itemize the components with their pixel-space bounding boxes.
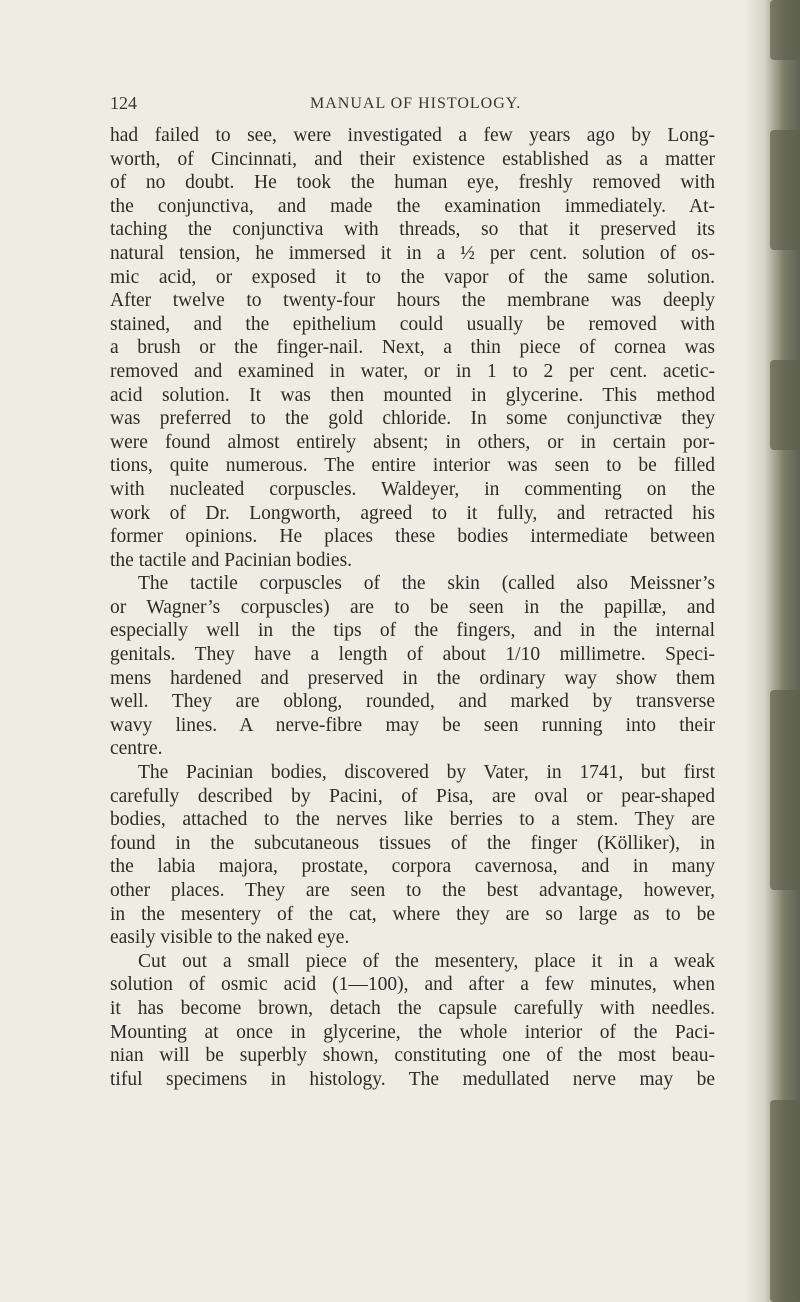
page-edge-stain bbox=[770, 0, 800, 60]
text-line: Mounting at once in glycerine, the whole interior of the Paci- bbox=[110, 1021, 715, 1043]
text-line: taching the conjunctiva with threads, so that it preserved its bbox=[110, 219, 715, 241]
page-edge-stain bbox=[770, 130, 800, 250]
text-line: carefully described by Pacini, of Pisa, are oval or pear-shaped bbox=[110, 785, 715, 807]
body-text bbox=[110, 124, 715, 1091]
text-line: After twelve to twenty-four hours the membrane was deeply bbox=[110, 290, 715, 312]
text-line: bodies, attached to the nerves like berries to a stem. They are bbox=[110, 809, 715, 831]
text-line: or Wagner’s corpuscles) are to be seen in the papillæ, and bbox=[110, 596, 715, 618]
text-line: former opinions. He places these bodies intermediate between bbox=[110, 526, 715, 548]
text-line: of no doubt. He took the human eye, freshly removed with bbox=[110, 172, 715, 194]
text-line: The Pacinian bodies, discovered by Vater, in 1741, but first bbox=[138, 762, 715, 784]
text-line: nian will be superbly shown, constituting one of the most beau- bbox=[110, 1045, 715, 1067]
text-line: a brush or the finger-nail. Next, a thin piece of cornea was bbox=[110, 337, 715, 359]
text-line: wavy lines. A nerve-fibre may be seen running into their bbox=[110, 714, 715, 736]
text-line: it has become brown, detach the capsule carefully with needles. bbox=[110, 997, 715, 1019]
text-line: had failed to see, were investigated a few years ago by Long- bbox=[110, 125, 715, 146]
text-line: centre. bbox=[110, 738, 163, 760]
text-line: found in the subcutaneous tissues of the finger (Kölliker), in bbox=[110, 832, 715, 854]
text-line: the conjunctiva, and made the examination immediately. At- bbox=[110, 195, 715, 217]
text-line: solution of osmic acid (1—100), and after a few minutes, when bbox=[110, 974, 715, 996]
text-line: The tactile corpuscles of the skin (called also Meissner’s bbox=[138, 573, 715, 595]
text-line: was preferred to the gold chloride. In some conjunctivæ they bbox=[110, 408, 715, 430]
text-line: with nucleated corpuscles. Waldeyer, in commenting on the bbox=[110, 478, 715, 500]
text-line: especially well in the tips of the fingers, and in the internal bbox=[110, 620, 715, 642]
text-line: the tactile and Pacinian bodies. bbox=[110, 549, 353, 571]
text-line: mens hardened and preserved in the ordinary way show them bbox=[110, 667, 715, 689]
page-header bbox=[110, 93, 700, 121]
page-number: 124 bbox=[110, 93, 137, 113]
page-edge-stain bbox=[770, 690, 800, 890]
text-line: easily visible to the naked eye. bbox=[110, 927, 350, 949]
running-head: MANUAL OF HISTOLOGY. bbox=[310, 95, 522, 112]
text-line: worth, of Cincinnati, and their existence established as a matter bbox=[110, 148, 715, 170]
text-line: tions, quite numerous. The entire interior was seen to be filled bbox=[110, 455, 715, 477]
text-line: tiful specimens in histology. The medullated nerve may be bbox=[110, 1068, 715, 1090]
text-line: Cut out a small piece of the mesentery, place it in a weak bbox=[138, 950, 715, 972]
text-line: acid solution. It was then mounted in glycerine. This method bbox=[110, 384, 715, 406]
text-line: the labia majora, prostate, corpora cavernosa, and in many bbox=[110, 856, 715, 878]
text-line: genitals. They have a length of about 1/10 millimetre. Speci- bbox=[110, 644, 715, 666]
text-line: stained, and the epithelium could usually be removed with bbox=[110, 313, 715, 335]
text-line: were found almost entirely absent; in others, or in certain por- bbox=[110, 431, 715, 453]
text-line: mic acid, or exposed it to the vapor of the same solution. bbox=[110, 266, 715, 288]
text-line: natural tension, he immersed it in a ½ per cent. solution of os- bbox=[110, 242, 715, 264]
text-line: removed and examined in water, or in 1 to 2 per cent. acetic- bbox=[110, 360, 715, 382]
page-edge-stain bbox=[770, 360, 800, 450]
text-line: in the mesentery of the cat, where they are so large as to be bbox=[110, 903, 715, 925]
text-line: well. They are oblong, rounded, and marked by transverse bbox=[110, 691, 715, 713]
text-line: other places. They are seen to the best advantage, however, bbox=[110, 880, 715, 901]
page-edge-stain bbox=[770, 1100, 800, 1302]
text-line: work of Dr. Longworth, agreed to it fully, and retracted his bbox=[110, 502, 715, 524]
